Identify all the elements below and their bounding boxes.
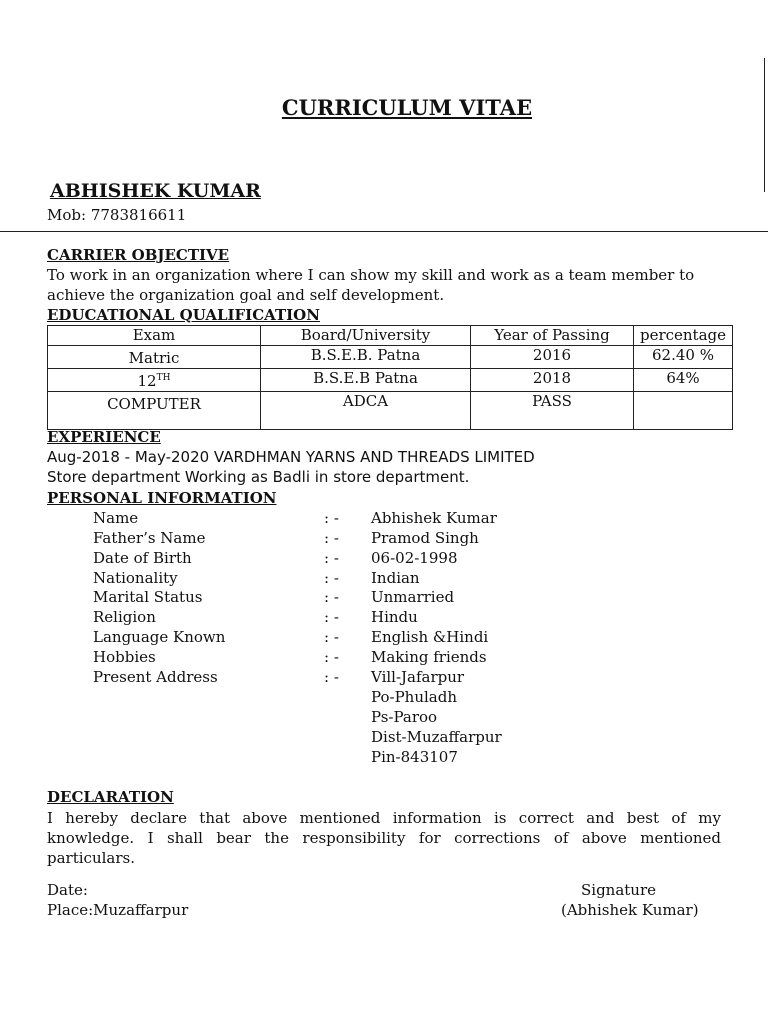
field-separator: : - bbox=[324, 549, 339, 567]
objective-line-1: To work in an organization where I can show my skill and work as a team member to bbox=[47, 266, 695, 284]
address-line: Ps-Paroo bbox=[371, 708, 438, 726]
place-label: Place:Muzaffarpur bbox=[47, 901, 189, 919]
board-cell: B.S.E.B. Patna bbox=[261, 346, 471, 369]
table-row bbox=[48, 346, 733, 369]
field-separator: : - bbox=[324, 608, 339, 626]
field-separator: : - bbox=[324, 588, 339, 606]
personal-field-label: Father’s Name bbox=[93, 529, 206, 547]
objective-line-2: achieve the organization goal and self development. bbox=[47, 286, 445, 304]
education-heading: EDUCATIONAL QUALIFICATION bbox=[47, 306, 320, 324]
experience-heading: EXPERIENCE bbox=[47, 428, 161, 446]
address-line: Po-Phuladh bbox=[371, 688, 458, 706]
personal-field-value: Indian bbox=[371, 569, 420, 587]
exam-cell: COMPUTER bbox=[48, 392, 261, 430]
percentage-cell bbox=[634, 392, 733, 430]
candidate-name: ABHISHEK KUMAR bbox=[50, 180, 261, 202]
table-row bbox=[48, 392, 733, 430]
field-separator: : - bbox=[324, 569, 339, 587]
year-cell: 2016 bbox=[471, 346, 634, 369]
percentage-cell: 62.40 % bbox=[634, 346, 733, 369]
personal-field-label: Marital Status bbox=[93, 588, 203, 606]
address-line: Pin-843107 bbox=[371, 748, 458, 766]
personal-field-value: Vill-Jafarpur bbox=[371, 668, 465, 686]
personal-field-label: Name bbox=[93, 509, 139, 527]
personal-field-label: Present Address bbox=[93, 668, 218, 686]
mobile-number: Mob: 7783816611 bbox=[47, 206, 187, 224]
personal-field-label: Nationality bbox=[93, 569, 178, 587]
field-separator: : - bbox=[324, 509, 339, 527]
table-header-cell: Exam bbox=[48, 326, 261, 346]
page-edge-divider bbox=[764, 58, 765, 192]
personal-field-label: Religion bbox=[93, 608, 156, 626]
personal-field-value: 06-02-1998 bbox=[371, 549, 458, 567]
header-divider bbox=[0, 231, 768, 232]
personal-field-label: Hobbies bbox=[93, 648, 156, 666]
personal-field-value: Unmarried bbox=[371, 588, 455, 606]
personal-field-value: Pramod Singh bbox=[371, 529, 479, 547]
personal-field-label: Language Known bbox=[93, 628, 226, 646]
education-table bbox=[47, 325, 733, 430]
objective-heading: CARRIER OBJECTIVE bbox=[47, 246, 230, 264]
personal-info-heading: PERSONAL INFORMATION bbox=[47, 489, 277, 507]
address-line: Dist-Muzaffarpur bbox=[371, 728, 502, 746]
date-label: Date: bbox=[47, 881, 88, 899]
table-row bbox=[48, 369, 733, 392]
table-header-cell: Board/University bbox=[261, 326, 471, 346]
document-title: CURRICULUM VITAE bbox=[281, 95, 533, 120]
year-cell: PASS bbox=[471, 392, 634, 430]
field-separator: : - bbox=[324, 648, 339, 666]
personal-field-label: Date of Birth bbox=[93, 549, 192, 567]
declaration-heading: DECLARATION bbox=[47, 788, 174, 806]
exam-cell: 12TH bbox=[48, 369, 261, 392]
personal-field-value: Hindu bbox=[371, 608, 418, 626]
signature-label: Signature bbox=[581, 881, 657, 899]
table-header-cell: percentage bbox=[634, 326, 733, 346]
year-cell: 2018 bbox=[471, 369, 634, 392]
percentage-cell: 64% bbox=[634, 369, 733, 392]
personal-field-value: Abhishek Kumar bbox=[371, 509, 497, 527]
experience-line-1: Aug-2018 - May-2020 VARDHMAN YARNS AND THREADS LIMITED bbox=[47, 448, 535, 466]
personal-field-value: English &Hindi bbox=[371, 628, 489, 646]
board-cell: ADCA bbox=[261, 392, 471, 430]
table-header-row bbox=[48, 326, 733, 346]
experience-line-2: Store department Working as Badli in store department. bbox=[47, 468, 470, 486]
field-separator: : - bbox=[324, 668, 339, 686]
table-header-cell: Year of Passing bbox=[471, 326, 634, 346]
field-separator: : - bbox=[324, 628, 339, 646]
personal-field-value: Making friends bbox=[371, 648, 487, 666]
board-cell: B.S.E.B Patna bbox=[261, 369, 471, 392]
declaration-text: I hereby declare that above mentioned information is correct and best of my knowledge. I shall bear the responsibility for corrections of above mentioned particulars. bbox=[47, 809, 721, 867]
field-separator: : - bbox=[324, 529, 339, 547]
signer-name: (Abhishek Kumar) bbox=[561, 901, 699, 919]
exam-cell: Matric bbox=[48, 346, 261, 369]
